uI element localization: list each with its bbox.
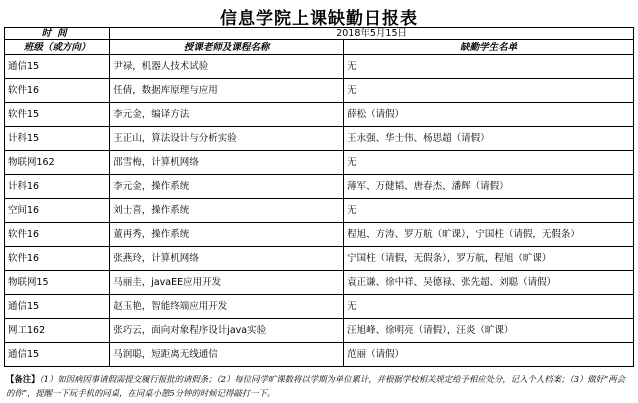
class-cell: 计科16 bbox=[5, 175, 110, 199]
table-row bbox=[5, 247, 634, 271]
course-cell: 马丽圭，javaEE应用开发 bbox=[110, 271, 344, 295]
course-cell: 张燕玲，计算机网络 bbox=[110, 247, 344, 271]
attendance-table bbox=[4, 27, 634, 367]
class-cell: 软件16 bbox=[5, 223, 110, 247]
class-cell: 软件16 bbox=[5, 79, 110, 103]
absent-cell: 汪旭峰、徐明亮（请假），汪炎（旷课） bbox=[344, 319, 634, 343]
absent-cell: 薄军、万健韬、唐春杰、潘辉（请假） bbox=[344, 175, 634, 199]
remarks-text: （1）如因病因事请假需提交履行报批的请假条；（2）每位同学旷课数将以学期为单位累计，并根据学校相关规定给予相应处分，记入个人档案；（3）做好“两会的你”，提醒一下玩手机的同桌，在同桌小憩5分钟的时候记得敲打一下。 bbox=[6, 374, 626, 398]
class-cell: 计科15 bbox=[5, 127, 110, 151]
absent-cell: 无 bbox=[344, 151, 634, 175]
class-cell: 网工162 bbox=[5, 319, 110, 343]
teacher-course-header: 授课老师及课程名称 bbox=[110, 40, 344, 55]
class-header: 班级（或方向） bbox=[5, 40, 110, 55]
absent-cell: 薛松（请假） bbox=[344, 103, 634, 127]
class-cell: 软件15 bbox=[5, 103, 110, 127]
course-cell: 马润聪，短距离无线通信 bbox=[110, 343, 344, 367]
table-row bbox=[5, 103, 634, 127]
report-date: 2018年5月15日 bbox=[110, 28, 634, 40]
report-title: 信息学院上课缺勤日报表 bbox=[220, 9, 418, 29]
class-cell: 通信15 bbox=[5, 343, 110, 367]
table-row bbox=[5, 223, 634, 247]
class-cell: 通信15 bbox=[5, 55, 110, 79]
absent-cell: 程旭、方涛、罗万航（旷课），宁国柱（请假，无假条） bbox=[344, 223, 634, 247]
course-cell: 赵玉艳，智能终端应用开发 bbox=[110, 295, 344, 319]
absent-cell: 无 bbox=[344, 295, 634, 319]
table-row bbox=[5, 271, 634, 295]
absent-cell: 范丽（请假） bbox=[344, 343, 634, 367]
remarks-label: 【备注】 bbox=[6, 374, 40, 384]
course-cell: 邵雪梅，计算机网络 bbox=[110, 151, 344, 175]
course-cell: 刘士喜，操作系统 bbox=[110, 199, 344, 223]
time-row bbox=[5, 28, 634, 40]
class-cell: 物联网15 bbox=[5, 271, 110, 295]
class-cell: 软件16 bbox=[5, 247, 110, 271]
table-row bbox=[5, 79, 634, 103]
course-cell: 任倩，数据库原理与应用 bbox=[110, 79, 344, 103]
course-cell: 董再秀，操作系统 bbox=[110, 223, 344, 247]
class-cell: 空间16 bbox=[5, 199, 110, 223]
course-cell: 李元金，编译方法 bbox=[110, 103, 344, 127]
header-row bbox=[5, 40, 634, 55]
class-cell: 物联网162 bbox=[5, 151, 110, 175]
table-row bbox=[5, 199, 634, 223]
course-cell: 尹禄，机器人技术试验 bbox=[110, 55, 344, 79]
absent-cell: 无 bbox=[344, 79, 634, 103]
table-row bbox=[5, 175, 634, 199]
course-cell: 张巧云，面向对象程序设计java实验 bbox=[110, 319, 344, 343]
absent-cell: 袁正谦、徐中祥、吴德禄、张先超、刘聪（请假） bbox=[344, 271, 634, 295]
table-row bbox=[5, 127, 634, 151]
time-label: 时间 bbox=[5, 28, 110, 40]
course-cell: 李元金，操作系统 bbox=[110, 175, 344, 199]
absent-cell: 无 bbox=[344, 199, 634, 223]
course-cell: 王正山，算法设计与分析实验 bbox=[110, 127, 344, 151]
absent-cell: 宁国柱（请假，无假条），罗万航，程旭（旷课） bbox=[344, 247, 634, 271]
table-row bbox=[5, 295, 634, 319]
remarks bbox=[6, 372, 632, 400]
table-row bbox=[5, 343, 634, 367]
class-cell: 通信15 bbox=[5, 295, 110, 319]
table-row bbox=[5, 319, 634, 343]
absent-cell: 无 bbox=[344, 55, 634, 79]
table-row bbox=[5, 55, 634, 79]
absent-cell: 王永强、华士伟、杨思超（请假） bbox=[344, 127, 634, 151]
table-row bbox=[5, 151, 634, 175]
absent-header: 缺勤学生名单 bbox=[344, 40, 634, 55]
